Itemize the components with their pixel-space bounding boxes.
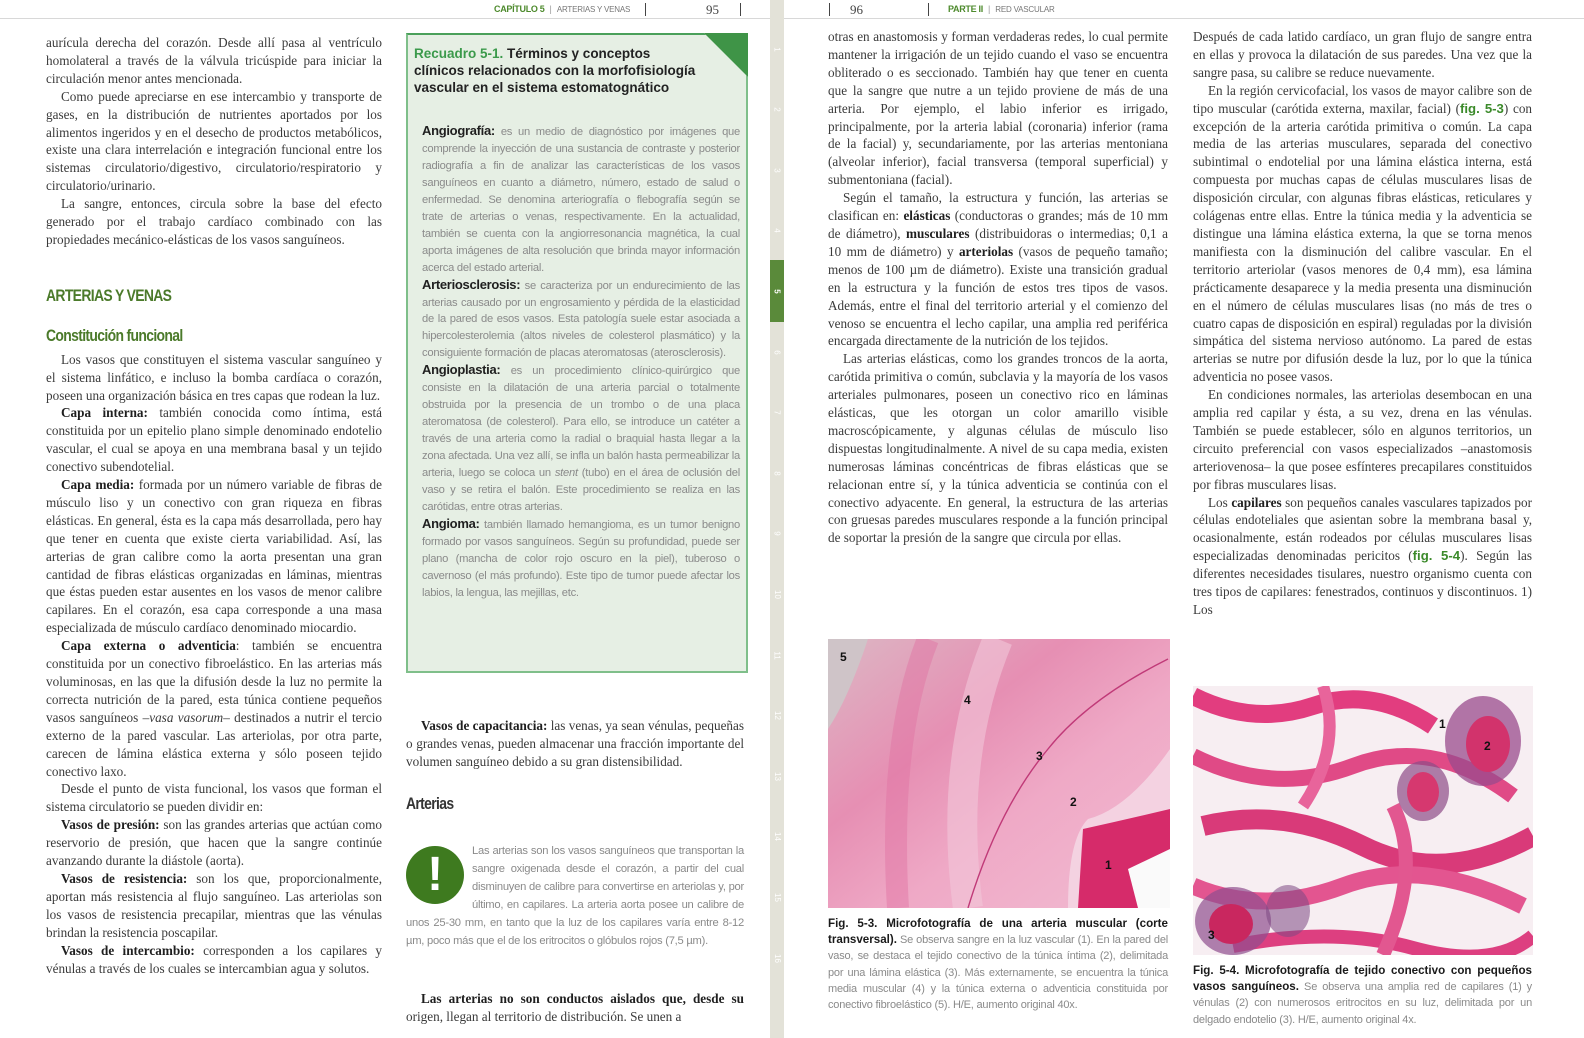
key-point-note	[406, 842, 744, 950]
box-label: Recuadro 5-1.	[414, 46, 504, 61]
paragraph: En condiciones normales, las arteriolas desembocan en una amplia red capilar y ésta, a su vez, drena en las vénulas. También se puede establecer, sólo en algunos territorios, un circuito preferencial con vasos especializados –anastomosis arteriovenosa– la que posee esfínteres precapilares constituidos por fibras musculares lisas.	[1193, 387, 1532, 492]
note-text: Las arterias son los vasos sanguíneos que transportan la sangre oxigenada desde el corazón, a partir del cual disminuyen de calibre para convertirse en arteriolas y, por último, en capilares. La arteria aorta posee un calibre de unos 25-30 mm, en tanto que la luz de los capilares varía entre 8-12 µm, poco más que el de los eritrocitos o glóbulos rojos (7,5 µm).	[406, 845, 744, 947]
box-entry: Angioplastia: es un procedimiento clínico-quirúrgico que consiste en la dilatación de una arteria parcial o totalmente obstruida por la presencia de un trombo o de una placa ateromatosa (de colesterol). Para ello, se introduce un catéter a través de una arteria como la radial o braquial hasta llegar a la zona afectada. Una vez allí, se infla un balón hasta permeabilizar la arteria, luego se coloca un stent (tubo) en el área de oclusión del vaso y se retira el balón. Este procedimiento se realiza en las carótidas, entre otras arterias.	[422, 362, 740, 513]
term: Capa interna:	[61, 405, 148, 421]
figure-label: 4	[964, 693, 971, 707]
thumb-tab-label: 9	[772, 531, 782, 537]
box-body	[422, 123, 740, 602]
header-divider	[829, 3, 830, 16]
subsection-heading: Constitución funcional	[46, 325, 183, 345]
thumb-tab-label: 6	[772, 349, 782, 355]
term: Capa media:	[61, 477, 135, 493]
thumb-tab-label: 5	[772, 289, 782, 294]
thumb-tab-chapter-1[interactable]	[770, 18, 784, 80]
box-entry: Angiografía: es un medio de diagnóstico por imágenes que comprende la inyección de una sustancia de contraste y posterior radiografía a fin de analizar las características de los vasos sanguíneos en cuanto a diámetro, número, estado de salud o enfermedad. Se denomina arteriografía o flebografía según se trate de arterias o venas, respectivamente. En la actualidad, también se cuenta con la angiorresonancia magnética, la cual aporta imágenes de alta resolución que brinda mayor información acerca del estado arterial.	[422, 123, 740, 274]
figure-link[interactable]: fig. 5-3	[1460, 100, 1504, 116]
running-head: PARTE II | RED VASCULAR	[948, 4, 1055, 14]
figure-5-4-caption: Fig. 5-4. Microfotografía de tejido conectivo con pequeños vasos sanguíneos. Se observa una amplia red de capilares (1) y vénulas (2) con numerosos eritrocitos en su luz, delimitada por un delgado endotelio (3). H/E, aumento original 4x.	[1193, 964, 1532, 1026]
term: Angiografía:	[422, 123, 495, 138]
sidebar-box-5-1	[406, 33, 748, 673]
thumb-tab-chapter-6[interactable]	[770, 321, 784, 383]
caption-title: Fig. 5-3. Microfotografía de una arteria muscular (corte transversal).	[828, 917, 1168, 947]
header-divider	[645, 3, 646, 16]
figure-label: 5	[840, 650, 847, 664]
right-column-2	[1193, 28, 1532, 619]
paragraph: Vasos de capacitancia: las venas, ya sean vénulas, pequeñas o grandes venas, pueden almacenar una fracción importante del volumen sanguíneo debido a su gran distensibilidad.	[406, 718, 744, 769]
thumb-tab-chapter-5[interactable]	[770, 260, 784, 322]
paragraph: Capa media: formada por un número variable de fibras de músculo liso y un conectivo con gran riqueza en fibras elásticas. En general, ésta es la capa más desarrollada, pero hay que tener en cuenta que existe cierta variabilidad. Así, las arterias de gran calibre como la aorta presentan una gran cantidad de fibras elásticas organizadas en láminas, mientras que éstas pueden estar ausentes en los vasos de menor calibre capilares. En el corazón, esa capa corresponde a una masa especializada de músculo cardíaco denominado miocardio.	[46, 477, 383, 636]
paragraph: Vasos de resistencia: son los que, proporcionalmente, aportan más resistencia al flujo sanguíneo. Las arteriolas son los vasos de resistencia precapilar, mientras que las vénulas brindan la resistencia poscapilar.	[46, 870, 382, 940]
figure-label: 2	[1484, 739, 1491, 753]
thumb-tab-chapter-4[interactable]	[770, 200, 784, 262]
header-divider	[928, 3, 929, 16]
box-corner-decoration	[704, 33, 748, 77]
paragraph: Según el tamaño, la estructura y función, las arterias se clasifican en: elásticas (conductoras o grandes; más de 10 mm de diámetro), musculares (distribuidoras o intermedias; 0,1 a 10 mm de diámetro) y arteriolas (vasos de pequeño tamaño; menos de 100 µm de diámetro). Existe una transición gradual en la estructura y la función de estos tres tipos de vasos. Además, entre el final del territorio arterial y el comienzo del venoso se encuentra el lecho capilar, una amplia red periférica encargada directamente de la nutrición de los tejidos.	[828, 190, 1168, 349]
figure-label: 1	[1105, 858, 1112, 872]
thumb-tab-label: 7	[772, 410, 782, 415]
paragraph: Las arterias elásticas, como los grandes troncos de la aorta, carótida primitiva o común, subclavia y la mayoría de los vasos arteriales pulmonares, poseen un conectivo rico en láminas elásticas, que les otorgan un color amarillo visible macroscópicamente, y algunas células de músculo liso dispuestas longitudinalmente. A nivel de su capa media, existen numerosas láminas concéntricas de fibras elásticas que se relacionan entre sí, y la túnica adventicia se continúa con el conectivo adyacente. En general, la estructura de las arterias con gruesas paredes musculares responde a la función principal de soportar la presión de la sangre que circula por ellas.	[828, 351, 1168, 546]
thumb-tab-label: 3	[772, 167, 782, 173]
box-entry: Arteriosclerosis: se caracteriza por un endurecimiento de las arterias causado por un engrosamiento y pérdida de la elasticidad de la pared de esos vasos. Esta patología suele estar asociada a hipercolesterolemia (altos niveles de colesterol plasmático) y la consiguiente formación de placas ateromatosas (aterosclerosis).	[422, 276, 740, 360]
caption-title: Fig. 5-4. Microfotografía de tejido conectivo con pequeños vasos sanguíneos.	[1193, 964, 1532, 994]
thumb-tab-chapter-12[interactable]	[770, 685, 784, 747]
thumb-tab-label: 10	[772, 589, 782, 599]
thumb-tab-label: 8	[772, 470, 782, 476]
header-divider	[740, 3, 741, 16]
paragraph: otras en anastomosis y forman verdaderas redes, lo cual permite mantener la irrigación de un tejido cuando el vaso se encuentra obliterado o es seccionado. También hay que tener en cuenta que la sangre que nutre a un tejido proviene de más de una arteria. Por ejemplo, el labio inferior es irrigado, principalmente, por la arteria labial (coronaria) inferior (rama de la facial) y, secundariamente, por las arterias mentoniana (alveolar inferior), facial transversa (temporal superficial) y submentoniana (facial).	[828, 29, 1168, 188]
term: Vasos de presión:	[61, 817, 160, 833]
left-column-1	[46, 34, 382, 977]
box-entry: Angioma: también llamado hemangioma, es un tumor benigno formado por vasos sanguíneos. Según su profundidad, puede ser plano (mancha de color rojo oscuro en la piel), tuberoso o cavernoso (el más profundo). Este tipo de tumor puede afectar los labios, la lengua, las mejillas, etc.	[422, 515, 740, 599]
exclamation-icon: !	[406, 846, 464, 904]
thumb-tab-label: 13	[772, 771, 782, 781]
right-header	[784, 0, 1584, 19]
section-heading: ARTERIAS Y VENAS	[46, 285, 172, 305]
page-number: 96	[850, 2, 863, 17]
paragraph: Las arterias no son conductos aislados que, desde su origen, llegan al territorio de distribución. Se unen a	[406, 991, 744, 1024]
figure-label: 1	[1439, 717, 1446, 731]
page-number: 95	[706, 2, 719, 17]
term: Vasos de capacitancia:	[421, 718, 548, 733]
chapter-label: CAPÍTULO 5	[494, 4, 545, 14]
figure-5-4-micrograph	[1193, 686, 1533, 955]
term: Vasos de resistencia:	[61, 870, 188, 886]
figure-5-3-micrograph	[828, 639, 1170, 908]
section-label: RED VASCULAR	[995, 5, 1055, 14]
left-header	[0, 0, 770, 19]
figure-5-3-caption: Fig. 5-3. Microfotografía de una arteria muscular (corte transversal). Se observa sangre en la luz vascular (1). En la pared del vaso, se destaca el tejido conectivo de la túnica íntima (2), delimitada por una lámina elástica (3). Más externamente, se encuentra la túnica media muscular (4) y la túnica externa o adventicia constituida por conectivo fibroelástico (5). H/E, aumento original 40x.	[828, 917, 1168, 1012]
thumb-tab-label: 11	[772, 650, 782, 660]
paragraph: La sangre, entonces, circula sobre la base del efecto generado por el trabajo cardíaco combinado con las propiedades mecánico-elásticas de los vasos sanguíneos.	[46, 196, 382, 247]
figure-label: 2	[1070, 795, 1077, 809]
thumb-tab-label: 4	[772, 228, 782, 234]
connective-tissue-micrograph-image	[1193, 686, 1533, 955]
term: Arteriosclerosis:	[422, 276, 521, 292]
term: Vasos de intercambio:	[61, 942, 195, 958]
thumb-tab-label: 2	[772, 107, 782, 112]
running-head: CAPÍTULO 5 | ARTERIAS Y VENAS	[494, 4, 631, 14]
thumb-tab-chapter-3[interactable]	[770, 139, 784, 201]
right-page	[784, 0, 1584, 1038]
paragraph: Después de cada latido cardíaco, un gran flujo de sangre entra en ellas y provoca la dilatación de sus paredes. Una vez que la sangre pasa, su calibre se reduce nuevamente.	[1193, 29, 1532, 80]
paragraph: Vasos de presión: son las grandes arterias que actúan como reservorio de presión, que hacen que la sangre continúe avanzando durante la diástole (aorta).	[46, 817, 382, 869]
thumb-tab-label: 1	[772, 46, 782, 52]
paragraph: En la región cervicofacial, los vasos de mayor calibre son de tipo muscular (carótida externa, maxilar, facial) (fig. 5-3) con excepción de la arteria carótida primitiva o común. La capa media de las arterias musculares, separada del conectivo subintimal o endotelial por una lámina elástica interna, está compuesta por muchas capas de células musculares lisas de disposición circular, con algunas fibras elásticas, reticulares y colágenas entre ellas. Entre la túnica media y la adventicia se distingue una lámina elástica externa, la que se torna menos manifiesta con la disminución del calibre vascular. En el territorio arteriolar (vasos menores de 0,4 mm), esa lámina prácticamente desaparece y la media presenta una disminución en el número de células musculares lisas (no más de tres o cuatro capas de disposición en espiral) reguladas por la división simpática del sistema nervioso autónomo. La pared de estas arterias se nutre por difusión desde la luz, por lo que la túnica adventicia no posee vasos.	[1193, 82, 1533, 385]
paragraph: Vasos de intercambio: corresponden a los capilares y vénulas a través de los cuales se intercambian agua y solutos.	[46, 942, 382, 976]
subsection-heading: Arterias	[406, 793, 454, 813]
thumb-tab-chapter-14[interactable]	[770, 806, 784, 868]
thumb-tab-chapter-8[interactable]	[770, 442, 784, 504]
thumb-tab-chapter-15[interactable]	[770, 866, 784, 928]
artery-micrograph-image	[828, 639, 1170, 908]
thumb-tab-chapter-11[interactable]	[770, 624, 784, 686]
left-column-2-end	[406, 990, 744, 1026]
paragraph: Como puede apreciarse en ese intercambio y transporte de gases, en la distribución de nutrientes aportados por los alimentos ingeridos y en el desecho de productos metabólicos, existe una clara interrelación e integración funcional entre los sistemas circulatorio/digestivo, circulatorio/respiratorio y circulatorio/urinario.	[46, 88, 382, 194]
left-column-2	[406, 717, 744, 813]
thumb-tab-chapter-2[interactable]	[770, 79, 784, 141]
term: Capa externa o adventicia	[61, 638, 236, 654]
thumb-tab-chapter-7[interactable]	[770, 382, 784, 444]
paragraph: Los capilares son pequeños canales vasculares tapizados por células endoteliales que asientan sobre la membrana basal y, ocasionalmente, están rodeados por células musculares lisas especializadas denominadas pericitos (fig. 5-4). Según las diferentes necesidades tisulares, nuestro organismo cuenta con tres tipos de capilares: fenestrados, continuos y discontinuos. 1) Los	[1193, 494, 1533, 617]
left-page	[0, 0, 770, 1038]
paragraph: aurícula derecha del corazón. Desde allí pasa al ventrículo homolateral a través de la válvula tricúspide para iniciar la circulación menor antes mencionada.	[46, 35, 382, 86]
paragraph: Capa interna: también conocida como íntima, está constituida por un epitelio plano simple denominado endotelio vascular, el cual se apoya en una membrana basal y un tejido conectivo subendotelial.	[46, 405, 382, 475]
paragraph: Capa externa o adventicia: también se encuentra constituida por un conectivo fibroelástico. En las arterias más voluminosas, en las que la difusión desde la luz no permite la correcta nutrición de la pared, esta túnica contiene pequeños vasos sanguíneos –vasa vasorum– destinados a nutrir el tercio externo de la pared vascular. Las arteriolas, por otra parte, carecen de lámina elástica externa y sólo poseen tejido conectivo laxo.	[46, 638, 382, 779]
part-label: PARTE II	[948, 4, 983, 14]
thumb-tab-label: 14	[772, 832, 782, 842]
paragraph: Los vasos que constituyen el sistema vascular sanguíneo y el sistema linfático, e incluso la bomba cardíaca o corazón, poseen una organización básica en tres capas que rodean la luz.	[46, 351, 382, 403]
term: Angioma:	[422, 515, 480, 531]
thumb-tab-chapter-13[interactable]	[770, 745, 784, 807]
thumb-tab-chapter-10[interactable]	[770, 563, 784, 625]
figure-label: 3	[1036, 749, 1043, 763]
right-column-1	[828, 28, 1168, 547]
figure-label: 3	[1208, 928, 1215, 942]
box-title: Recuadro 5-1. Términos y conceptos clínicos relacionados con la morfofisiología vascular en el sistema estomatognático	[414, 46, 696, 95]
thumb-tab-label: 16	[772, 953, 782, 963]
thumb-tab-chapter-16[interactable]	[770, 927, 784, 989]
thumb-tab-chapter-9[interactable]	[770, 503, 784, 565]
section-label: ARTERIAS Y VENAS	[556, 5, 631, 14]
figure-link[interactable]: fig. 5-4	[1412, 548, 1461, 564]
paragraph: Desde el punto de vista funcional, los vasos que forman el sistema circulatorio se pueden dividir en:	[46, 781, 382, 815]
term: Angioplastia:	[422, 362, 501, 378]
thumb-tab-label: 15	[772, 892, 782, 902]
thumb-tab-label: 12	[772, 711, 782, 721]
